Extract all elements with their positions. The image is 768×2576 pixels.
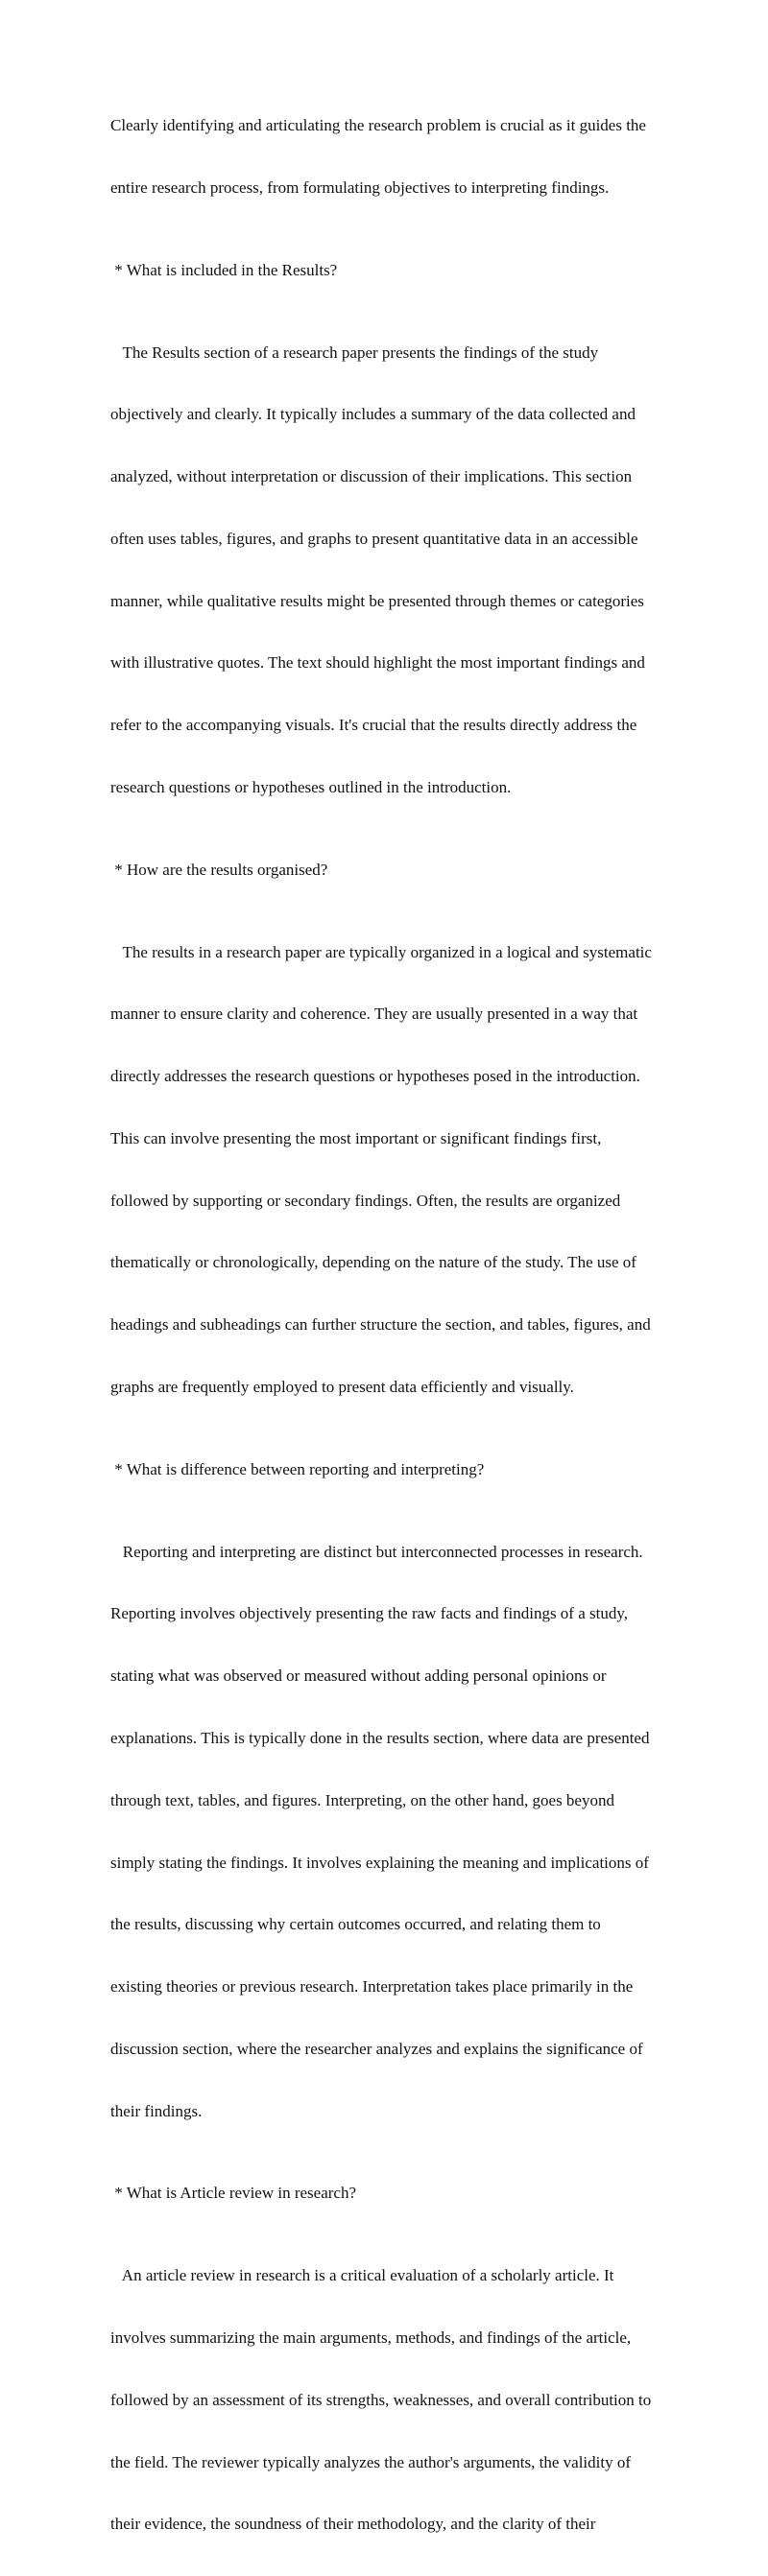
text-line: with illustrative quotes. The text should highlight the most important findings and [110,653,645,673]
question-heading-organisation: * How are the results organised? [110,860,328,879]
text-line: The Results section of a research paper presents the findings of the study [110,343,599,362]
text-line: followed by an assessment of its strengths, weaknesses, and overall contribution to [110,2390,652,2409]
text-line: through text, tables, and figures. Interpreting, on the other hand, goes beyond [110,1790,614,1809]
document-page [110,74,715,2576]
text-line: entire research process, from formulating objectives to interpreting findings. [110,177,610,197]
text-line: This can involve presenting the most important or significant findings first, [110,1128,602,1147]
text-line: explanations. This is typically done in the results section, where data are presented [110,1728,650,1747]
answer-paragraph-results [110,300,715,839]
text-line: refer to the accompanying visuals. It's crucial that the results directly address the [110,716,637,735]
text-line: analyzed, without interpretation or discussion of their implications. This section [110,467,633,486]
question-heading-reporting-interpreting: * What is difference between reporting and interpreting? [110,1459,485,1478]
text-line: graphs are frequently employed to present data efficiently and visually. [110,1378,574,1397]
text-line: their evidence, the soundness of their methodology, and the clarity of their [110,2515,596,2534]
text-line: headings and subheadings can further structure the section, and tables, figures, and [110,1315,651,1335]
text-line: manner, while qualitative results might be presented through themes or categories [110,591,644,610]
question-heading-article-review: * What is Article review in research? [110,2184,356,2203]
answer-paragraph-article-review [110,2224,715,2576]
text-line: stating what was observed or measured without adding personal opinions or [110,1666,607,1686]
text-line: Reporting involves objectively presenting the raw facts and findings of a study, [110,1604,628,1623]
text-line: existing theories or previous research. Interpretation takes place primarily in the [110,1977,634,1997]
intro-paragraph [110,74,715,240]
text-line: their findings. [110,2101,203,2120]
text-line: thematically or chronologically, depending on the nature of the study. The use of [110,1253,636,1272]
text-line: An article review in research is a critical evaluation of a scholarly article. It [110,2266,614,2285]
text-line: directly addresses the research questions or hypotheses posed in the introduction. [110,1067,640,1086]
question-heading-results: * What is included in the Results? [110,260,338,279]
text-line: discussion section, where the researcher analyzes and explains the significance of [110,2039,643,2058]
text-line: Clearly identifying and articulating the research problem is crucial as it guides the [110,116,646,135]
text-line: followed by supporting or secondary findings. Often, the results are organized [110,1191,621,1210]
text-line: often uses tables, figures, and graphs to present quantitative data in an accessible [110,529,638,548]
text-line: simply stating the findings. It involves explaining the meaning and implications of [110,1853,649,1872]
answer-paragraph-reporting-interpreting [110,1500,715,2162]
text-line: objectively and clearly. It typically includes a summary of the data collected and [110,405,636,424]
text-line: Reporting and interpreting are distinct but interconnected processes in research. [110,1542,643,1561]
answer-paragraph-organisation [110,900,715,1438]
text-line: manner to ensure clarity and coherence. They are usually presented in a way that [110,1004,638,1024]
text-line: involves summarizing the main arguments, methods, and findings of the article, [110,2328,632,2347]
text-line: The results in a research paper are typically organized in a logical and systematic [110,942,652,961]
text-line: the field. The reviewer typically analyzes the author's arguments, the validity of [110,2452,632,2471]
text-line: the results, discussing why certain outcomes occurred, and relating them to [110,1915,601,1934]
text-line: research questions or hypotheses outlined in the introduction. [110,778,512,796]
